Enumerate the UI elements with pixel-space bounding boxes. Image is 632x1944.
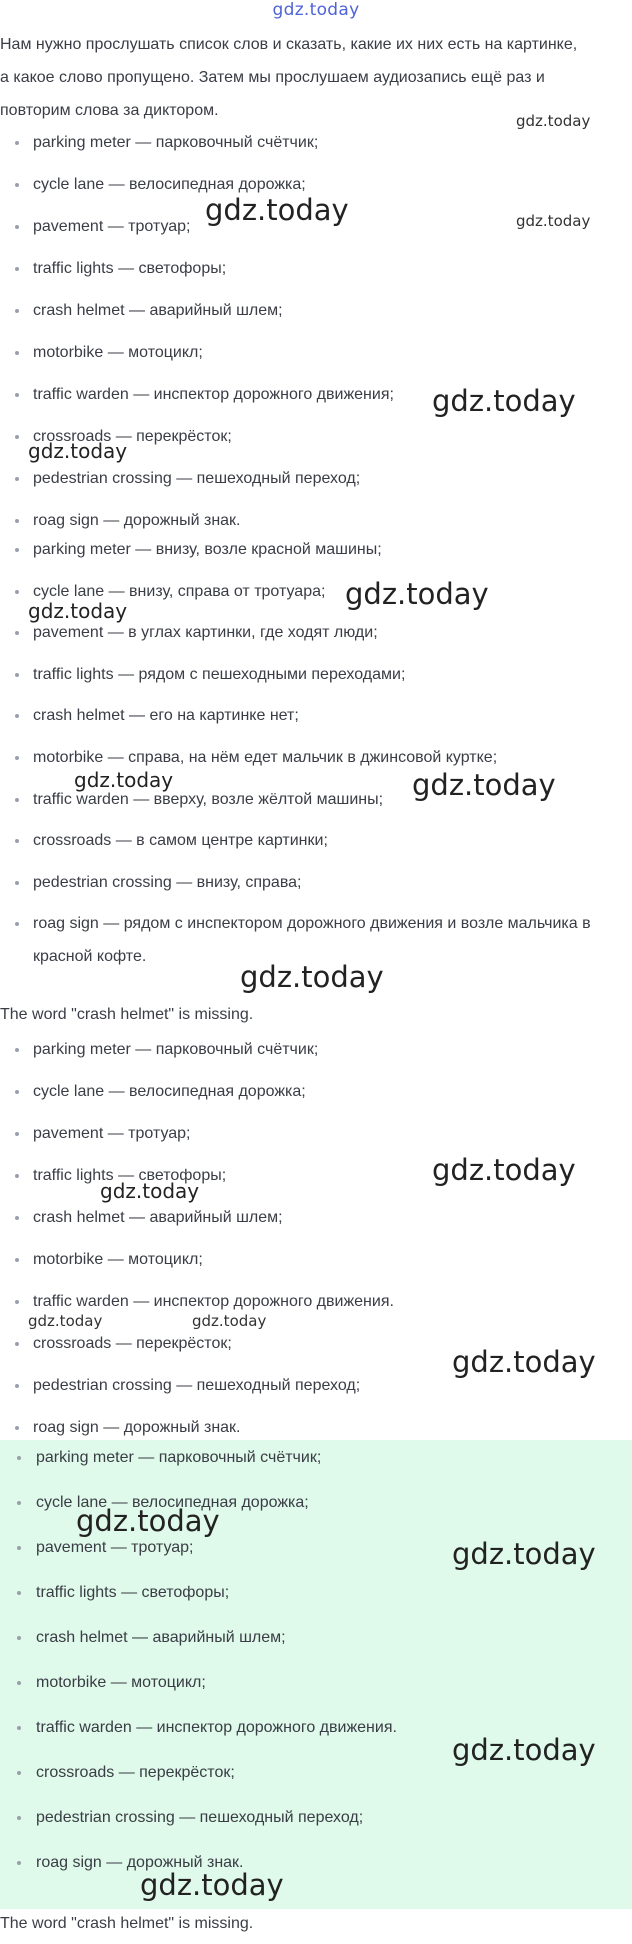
list-item: crash helmet — аварийный шлем; xyxy=(0,1621,632,1666)
answer-list xyxy=(0,1441,632,1891)
list-item: roag sign — дорожный знак. xyxy=(0,504,622,546)
watermark: gdz.today xyxy=(76,1504,220,1538)
watermark: gdz.today xyxy=(192,1312,267,1330)
intro-line: а какое слово пропущено. Затем мы прослушаем аудиозапись ещё раз и xyxy=(0,69,545,86)
watermark: gdz.today xyxy=(452,1537,596,1571)
list-item: cycle lane — велосипедная дорожка; xyxy=(0,168,622,210)
list-item: crash helmet — его на картинке нет; xyxy=(0,699,632,741)
list-item: traffic lights — светофоры; xyxy=(0,1576,632,1621)
watermark: gdz.today xyxy=(205,193,349,227)
list-item: crash helmet — аварийный шлем; xyxy=(0,1201,622,1243)
list-item: pedestrian crossing — пешеходный переход; xyxy=(0,1801,632,1846)
list-item: pavement — тротуар; xyxy=(0,1117,622,1159)
list-item: traffic warden — инспектор дорожного движения; xyxy=(0,378,622,420)
missing-word-note: The word "crash helmet" is missing. xyxy=(0,1006,254,1023)
list-item: motorbike — справа, на нём едет мальчик в джинсовой куртке; xyxy=(0,741,632,783)
watermark: gdz.today xyxy=(74,768,174,792)
watermark: gdz.today xyxy=(432,1153,576,1187)
list-item: crossroads — перекрёсток; xyxy=(0,1756,632,1801)
watermark: gdz.today xyxy=(140,1868,284,1902)
watermark: gdz.today xyxy=(516,112,591,130)
list-item: motorbike — мотоцикл; xyxy=(0,336,622,378)
list-item: traffic warden — инспектор дорожного движения. xyxy=(0,1711,632,1756)
watermark: gdz.today xyxy=(452,1345,596,1379)
list-item: parking meter — парковочный счётчик; xyxy=(0,1441,632,1486)
missing-word-note: The word "crash helmet" is missing. xyxy=(0,1915,254,1932)
word-list xyxy=(0,126,622,546)
intro-paragraph xyxy=(0,28,622,127)
watermark: gdz.today xyxy=(100,1179,200,1203)
watermark: gdz.today xyxy=(452,1733,596,1767)
list-item: pedestrian crossing — внизу, справа; xyxy=(0,866,632,908)
watermark: gdz.today xyxy=(28,1312,103,1330)
list-item: pedestrian crossing — пешеходный переход; xyxy=(0,1369,622,1411)
watermark: gdz.today xyxy=(240,960,384,994)
list-item: pedestrian crossing — пешеходный переход; xyxy=(0,462,622,504)
list-item: roag sign — дорожный знак. xyxy=(0,1846,632,1891)
list-item: crash helmet — аварийный шлем; xyxy=(0,294,622,336)
watermark: gdz.today xyxy=(432,384,576,418)
list-item: cycle lane — велосипедная дорожка; xyxy=(0,1075,622,1117)
list-item: roag sign — рядом с инспектором дорожного движения и возле мальчика в красной кофте. xyxy=(0,907,632,949)
site-logo[interactable]: gdz.today xyxy=(272,0,360,20)
answer-box xyxy=(0,1440,632,1909)
list-item: traffic warden — инспектор дорожного движения. xyxy=(0,1285,622,1327)
list-item: traffic lights — рядом с пешеходными переходами; xyxy=(0,658,632,700)
watermark: gdz.today xyxy=(28,599,128,623)
list-item: motorbike — мотоцикл; xyxy=(0,1666,632,1711)
list-item: crossroads — в самом центре картинки; xyxy=(0,824,632,866)
list-item: parking meter — парковочный счётчик; xyxy=(0,126,622,168)
list-item: motorbike — мотоцикл; xyxy=(0,1243,622,1285)
list-item: cycle lane — велосипедная дорожка; xyxy=(0,1486,632,1531)
list-item: cycle lane — внизу, справа от тротуара; xyxy=(0,575,632,617)
list-item: roag sign — дорожный знак. xyxy=(0,1411,622,1453)
intro-line: повторим слова за диктором. xyxy=(0,102,219,119)
list-item: traffic lights — светофоры; xyxy=(0,1159,622,1201)
list-item: crossroads — перекрёсток; xyxy=(0,1327,622,1369)
watermark: gdz.today xyxy=(28,439,128,463)
watermark: gdz.today xyxy=(345,577,489,611)
watermark: gdz.today xyxy=(516,212,591,230)
list-item: pavement — в углах картинки, где ходят люди; xyxy=(0,616,632,658)
watermark: gdz.today xyxy=(412,768,556,802)
location-list xyxy=(0,533,632,966)
list-item: traffic warden — вверху, возле жёлтой машины; xyxy=(0,783,632,825)
list-item: pavement — тротуар; xyxy=(0,1531,632,1576)
list-item: pavement — тротуар; xyxy=(0,210,622,252)
intro-line: Нам нужно прослушать список слов и сказать, какие их них есть на картинке, xyxy=(0,36,578,53)
list-item: traffic lights — светофоры; xyxy=(0,252,622,294)
repeat-list xyxy=(0,1033,622,1453)
list-item: crossroads — перекрёсток; xyxy=(0,420,622,462)
list-item: parking meter — внизу, возле красной машины; xyxy=(0,533,632,575)
list-item: parking meter — парковочный счётчик; xyxy=(0,1033,622,1075)
